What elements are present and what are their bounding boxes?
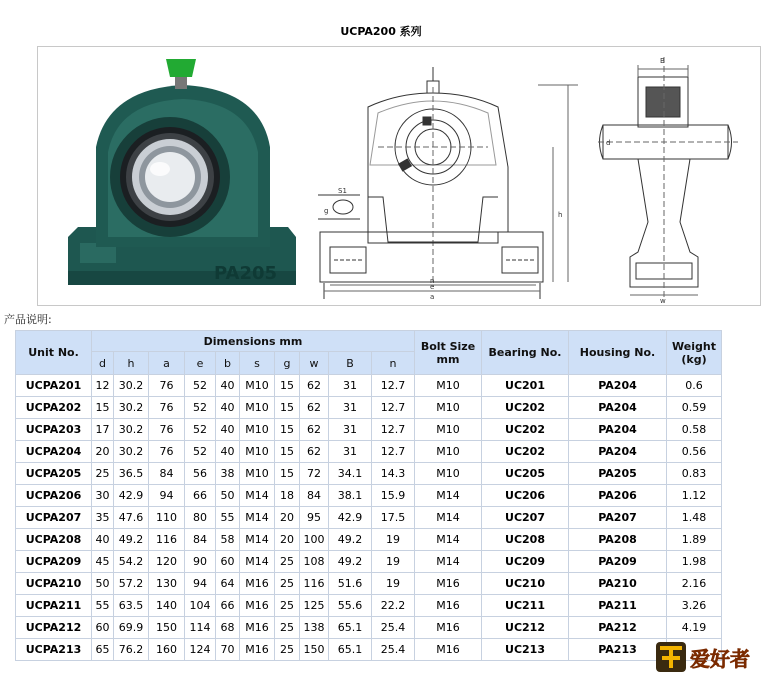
- cell-B: 55.6: [329, 595, 371, 616]
- cell-weight: 1.98: [667, 551, 721, 572]
- cell-n: 19: [372, 573, 414, 594]
- cell-a: 76: [149, 441, 184, 462]
- cell-housing: PA205: [569, 463, 666, 484]
- cell-h: 69.9: [114, 617, 148, 638]
- cell-weight: 0.58: [667, 419, 721, 440]
- header-b: b: [216, 352, 239, 374]
- cell-unit: UCPA209: [16, 551, 91, 572]
- cell-weight: 1.12: [667, 485, 721, 506]
- cell-housing: PA212: [569, 617, 666, 638]
- table-row: [16, 375, 721, 396]
- header-h: h: [114, 352, 148, 374]
- cell-g: 18: [275, 485, 299, 506]
- cell-housing: PA206: [569, 485, 666, 506]
- spec-table-body: [16, 375, 721, 660]
- cell-e: 84: [185, 529, 215, 550]
- table-row: [16, 463, 721, 484]
- cell-s: M16: [240, 617, 274, 638]
- cell-a: 130: [149, 573, 184, 594]
- label-a: a: [430, 293, 435, 301]
- cell-b: 64: [216, 573, 239, 594]
- cell-h: 30.2: [114, 397, 148, 418]
- cell-bearing: UC202: [482, 397, 568, 418]
- cell-bearing: UC207: [482, 507, 568, 528]
- cell-n: 12.7: [372, 419, 414, 440]
- table-row: [16, 441, 721, 462]
- label-s1: S1: [338, 187, 347, 195]
- cell-g: 15: [275, 375, 299, 396]
- cell-b: 38: [216, 463, 239, 484]
- cell-a: 160: [149, 639, 184, 660]
- cell-w: 62: [300, 441, 328, 462]
- cell-a: 110: [149, 507, 184, 528]
- cell-b: 40: [216, 375, 239, 396]
- cell-g: 15: [275, 441, 299, 462]
- cell-e: 56: [185, 463, 215, 484]
- cell-bolt: M16: [415, 639, 481, 660]
- cell-d: 20: [92, 441, 113, 462]
- cell-s: M14: [240, 529, 274, 550]
- cell-b: 58: [216, 529, 239, 550]
- cell-s: M10: [240, 397, 274, 418]
- cell-w: 125: [300, 595, 328, 616]
- cell-bearing: UC202: [482, 419, 568, 440]
- cell-g: 15: [275, 463, 299, 484]
- cell-unit: UCPA211: [16, 595, 91, 616]
- cell-g: 25: [275, 551, 299, 572]
- cell-w: 150: [300, 639, 328, 660]
- cell-B: 38.1: [329, 485, 371, 506]
- cell-g: 15: [275, 397, 299, 418]
- cell-unit: UCPA208: [16, 529, 91, 550]
- cell-b: 60: [216, 551, 239, 572]
- cell-h: 57.2: [114, 573, 148, 594]
- label-w: w: [660, 297, 666, 305]
- cell-B: 65.1: [329, 617, 371, 638]
- cell-g: 25: [275, 595, 299, 616]
- cell-s: M16: [240, 639, 274, 660]
- table-row: [16, 507, 721, 528]
- table-row: [16, 485, 721, 506]
- cell-unit: UCPA205: [16, 463, 91, 484]
- cell-b: 68: [216, 617, 239, 638]
- cell-B: 49.2: [329, 529, 371, 550]
- cell-n: 25.4: [372, 639, 414, 660]
- cell-b: 50: [216, 485, 239, 506]
- cell-g: 15: [275, 419, 299, 440]
- header-housing-no: Housing No.: [569, 331, 666, 374]
- cell-a: 150: [149, 617, 184, 638]
- cell-h: 54.2: [114, 551, 148, 572]
- cell-n: 19: [372, 551, 414, 572]
- cell-w: 62: [300, 397, 328, 418]
- cell-w: 116: [300, 573, 328, 594]
- label-e: e: [430, 283, 435, 291]
- header-e: e: [185, 352, 215, 374]
- cell-e: 80: [185, 507, 215, 528]
- cell-w: 108: [300, 551, 328, 572]
- table-row: [16, 595, 721, 616]
- cell-bolt: M10: [415, 441, 481, 462]
- cell-housing: PA204: [569, 375, 666, 396]
- cell-b: 40: [216, 441, 239, 462]
- cell-bearing: UC208: [482, 529, 568, 550]
- cell-e: 52: [185, 397, 215, 418]
- cell-weight: 0.59: [667, 397, 721, 418]
- cell-unit: UCPA204: [16, 441, 91, 462]
- cell-housing: PA204: [569, 397, 666, 418]
- cell-B: 49.2: [329, 551, 371, 572]
- table-row: [16, 573, 721, 594]
- front-view-drawing: [318, 67, 578, 299]
- cell-s: M10: [240, 441, 274, 462]
- cell-d: 15: [92, 397, 113, 418]
- cell-d: 45: [92, 551, 113, 572]
- header-d: d: [92, 352, 113, 374]
- cell-d: 40: [92, 529, 113, 550]
- cell-d: 30: [92, 485, 113, 506]
- cell-e: 52: [185, 419, 215, 440]
- label-d: d: [606, 139, 611, 147]
- page-title: UCPA200 系列: [340, 25, 422, 38]
- cell-n: 17.5: [372, 507, 414, 528]
- cell-bearing: UC205: [482, 463, 568, 484]
- cell-B: 42.9: [329, 507, 371, 528]
- cell-h: 30.2: [114, 375, 148, 396]
- cell-e: 124: [185, 639, 215, 660]
- header-s: s: [240, 352, 274, 374]
- cell-housing: PA207: [569, 507, 666, 528]
- cell-bearing: UC202: [482, 441, 568, 462]
- casting-text: PA205: [214, 263, 278, 284]
- table-row: [16, 529, 721, 550]
- logo-text: 爱好者: [690, 647, 750, 671]
- cell-d: 12: [92, 375, 113, 396]
- cell-bolt: M10: [415, 397, 481, 418]
- cell-w: 84: [300, 485, 328, 506]
- cell-bolt: M16: [415, 573, 481, 594]
- cell-a: 120: [149, 551, 184, 572]
- cell-d: 50: [92, 573, 113, 594]
- cell-w: 100: [300, 529, 328, 550]
- cell-housing: PA209: [569, 551, 666, 572]
- cell-bolt: M14: [415, 485, 481, 506]
- cell-e: 104: [185, 595, 215, 616]
- cell-w: 72: [300, 463, 328, 484]
- cell-s: M16: [240, 573, 274, 594]
- cell-a: 116: [149, 529, 184, 550]
- header-w: w: [300, 352, 328, 374]
- product-photo: [68, 59, 296, 285]
- cell-unit: UCPA202: [16, 397, 91, 418]
- cell-d: 65: [92, 639, 113, 660]
- cell-housing: PA204: [569, 419, 666, 440]
- label-h: h: [558, 211, 563, 219]
- cell-bearing: UC211: [482, 595, 568, 616]
- cell-h: 42.9: [114, 485, 148, 506]
- cell-h: 36.5: [114, 463, 148, 484]
- header-dimensions: Dimensions mm: [92, 331, 414, 351]
- cell-a: 76: [149, 419, 184, 440]
- table-row: [16, 397, 721, 418]
- cell-s: M14: [240, 551, 274, 572]
- cell-a: 94: [149, 485, 184, 506]
- cell-s: M16: [240, 595, 274, 616]
- cell-n: 25.4: [372, 617, 414, 638]
- cell-e: 114: [185, 617, 215, 638]
- cell-b: 66: [216, 595, 239, 616]
- cell-bolt: M10: [415, 419, 481, 440]
- cell-bolt: M10: [415, 463, 481, 484]
- cell-d: 17: [92, 419, 113, 440]
- cell-B: 31: [329, 419, 371, 440]
- cell-w: 138: [300, 617, 328, 638]
- cell-B: 34.1: [329, 463, 371, 484]
- header-g: g: [275, 352, 299, 374]
- cell-B: 31: [329, 397, 371, 418]
- header-unit-no: Unit No.: [16, 331, 91, 374]
- cell-e: 66: [185, 485, 215, 506]
- cell-w: 62: [300, 419, 328, 440]
- header-a: a: [149, 352, 184, 374]
- cell-n: 12.7: [372, 375, 414, 396]
- cell-s: M10: [240, 375, 274, 396]
- cell-n: 14.3: [372, 463, 414, 484]
- cell-bearing: UC201: [482, 375, 568, 396]
- cell-unit: UCPA207: [16, 507, 91, 528]
- cell-g: 20: [275, 507, 299, 528]
- cell-weight: 0.83: [667, 463, 721, 484]
- cell-w: 62: [300, 375, 328, 396]
- cell-housing: PA210: [569, 573, 666, 594]
- header-B: B: [329, 352, 371, 374]
- cell-d: 35: [92, 507, 113, 528]
- cell-d: 60: [92, 617, 113, 638]
- cell-unit: UCPA212: [16, 617, 91, 638]
- cell-housing: PA211: [569, 595, 666, 616]
- cell-b: 40: [216, 397, 239, 418]
- cell-bolt: M16: [415, 617, 481, 638]
- cell-bolt: M10: [415, 375, 481, 396]
- cell-b: 40: [216, 419, 239, 440]
- cell-h: 47.6: [114, 507, 148, 528]
- cell-w: 95: [300, 507, 328, 528]
- table-row: [16, 551, 721, 572]
- cell-b: 55: [216, 507, 239, 528]
- cell-unit: UCPA203: [16, 419, 91, 440]
- cell-s: M14: [240, 485, 274, 506]
- cell-unit: UCPA210: [16, 573, 91, 594]
- header-n: n: [372, 352, 414, 374]
- cell-unit: UCPA213: [16, 639, 91, 660]
- table-row: [16, 617, 721, 638]
- cell-B: 65.1: [329, 639, 371, 660]
- side-view-drawing: [598, 57, 738, 297]
- cell-s: M14: [240, 507, 274, 528]
- cell-bolt: M14: [415, 507, 481, 528]
- cell-n: 12.7: [372, 441, 414, 462]
- cell-housing: PA208: [569, 529, 666, 550]
- cell-h: 30.2: [114, 419, 148, 440]
- cell-unit: UCPA201: [16, 375, 91, 396]
- cell-h: 63.5: [114, 595, 148, 616]
- cell-e: 52: [185, 441, 215, 462]
- label-n: n: [430, 277, 435, 285]
- cell-weight: 2.16: [667, 573, 721, 594]
- cell-n: 19: [372, 529, 414, 550]
- cell-e: 90: [185, 551, 215, 572]
- cell-d: 55: [92, 595, 113, 616]
- cell-bearing: UC210: [482, 573, 568, 594]
- cell-n: 22.2: [372, 595, 414, 616]
- cell-B: 31: [329, 375, 371, 396]
- cell-a: 140: [149, 595, 184, 616]
- cell-B: 51.6: [329, 573, 371, 594]
- cell-bearing: UC206: [482, 485, 568, 506]
- product-description-label: 产品说明:: [4, 313, 52, 326]
- cell-g: 25: [275, 639, 299, 660]
- cell-h: 76.2: [114, 639, 148, 660]
- cell-weight: 0.56: [667, 441, 721, 462]
- cell-unit: UCPA206: [16, 485, 91, 506]
- cell-a: 84: [149, 463, 184, 484]
- cell-bolt: M14: [415, 529, 481, 550]
- cell-s: M10: [240, 463, 274, 484]
- cell-b: 70: [216, 639, 239, 660]
- cell-bolt: M14: [415, 551, 481, 572]
- cell-weight: 3.26: [667, 595, 721, 616]
- cell-housing: PA204: [569, 441, 666, 462]
- table-row: [16, 639, 721, 660]
- header-bolt-size: Bolt Size mm: [415, 331, 481, 374]
- cell-weight: 1.48: [667, 507, 721, 528]
- cell-B: 31: [329, 441, 371, 462]
- cell-housing: PA213: [569, 639, 666, 660]
- cell-weight: 4.19: [667, 617, 721, 638]
- header-weight: Weight (kg): [667, 331, 721, 374]
- cell-n: 12.7: [372, 397, 414, 418]
- spec-table: [15, 330, 722, 661]
- cell-g: 20: [275, 529, 299, 550]
- cell-bearing: UC212: [482, 617, 568, 638]
- cell-bolt: M16: [415, 595, 481, 616]
- cell-h: 30.2: [114, 441, 148, 462]
- cell-e: 94: [185, 573, 215, 594]
- label-g: g: [324, 207, 329, 215]
- cell-d: 25: [92, 463, 113, 484]
- cell-a: 76: [149, 375, 184, 396]
- cell-s: M10: [240, 419, 274, 440]
- cell-g: 25: [275, 573, 299, 594]
- cell-e: 52: [185, 375, 215, 396]
- cell-a: 76: [149, 397, 184, 418]
- cell-bearing: UC213: [482, 639, 568, 660]
- cell-g: 25: [275, 617, 299, 638]
- label-B: B: [660, 57, 665, 65]
- product-figure: [37, 46, 761, 306]
- header-bearing-no: Bearing No.: [482, 331, 568, 374]
- cell-weight: 0.6: [667, 375, 721, 396]
- site-logo: [654, 636, 758, 676]
- cell-n: 15.9: [372, 485, 414, 506]
- table-row: [16, 419, 721, 440]
- cell-h: 49.2: [114, 529, 148, 550]
- cell-weight: 1.89: [667, 529, 721, 550]
- cell-bearing: UC209: [482, 551, 568, 572]
